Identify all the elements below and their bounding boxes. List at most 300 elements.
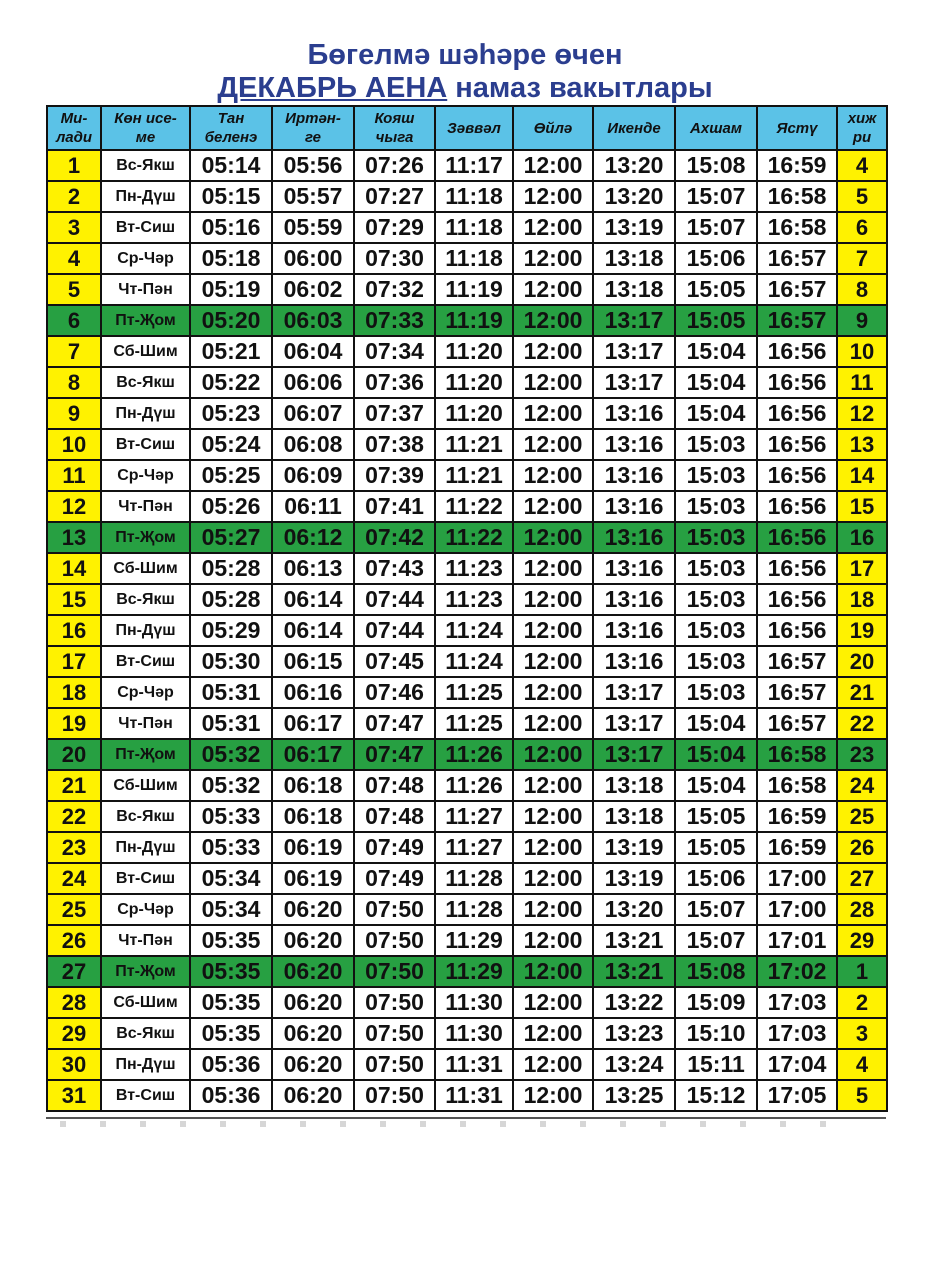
table-row xyxy=(47,863,887,894)
cell-hijri: 2 xyxy=(837,987,887,1018)
cell-hijri: 10 xyxy=(837,336,887,367)
cell-koyash-chyga: 07:34 xyxy=(354,336,435,367)
cell-ikende: 13:23 xyxy=(593,1018,675,1049)
cell-day-name: Вт-Сиш xyxy=(101,212,190,243)
cell-ikende: 13:19 xyxy=(593,863,675,894)
cell-ikende: 13:18 xyxy=(593,243,675,274)
cell-zevvel: 11:25 xyxy=(435,708,513,739)
cell-miladi: 22 xyxy=(47,801,101,832)
cell-irtenge: 06:20 xyxy=(272,894,354,925)
cell-ikende: 13:20 xyxy=(593,150,675,181)
cell-tan-belene: 05:36 xyxy=(190,1080,272,1111)
cell-hijri: 26 xyxy=(837,832,887,863)
cell-irtenge: 06:04 xyxy=(272,336,354,367)
cell-zevvel: 11:30 xyxy=(435,987,513,1018)
cell-koyash-chyga: 07:49 xyxy=(354,832,435,863)
cell-akhsham: 15:09 xyxy=(675,987,757,1018)
cell-irtenge: 06:07 xyxy=(272,398,354,429)
table-row xyxy=(47,212,887,243)
cell-zevvel: 11:28 xyxy=(435,894,513,925)
cell-irtenge: 06:20 xyxy=(272,1018,354,1049)
cell-tan-belene: 05:30 xyxy=(190,646,272,677)
cell-day-name: Пт-Җом xyxy=(101,305,190,336)
cell-oyle: 12:00 xyxy=(513,739,593,770)
cell-day-name: Пт-Җом xyxy=(101,956,190,987)
cell-zevvel: 11:31 xyxy=(435,1080,513,1111)
cell-hijri: 1 xyxy=(837,956,887,987)
cell-yastu: 16:56 xyxy=(757,522,837,553)
cell-miladi: 29 xyxy=(47,1018,101,1049)
cell-irtenge: 06:06 xyxy=(272,367,354,398)
column-header-tan-belene: Тан беленэ xyxy=(190,106,272,150)
cell-koyash-chyga: 07:26 xyxy=(354,150,435,181)
cell-oyle: 12:00 xyxy=(513,243,593,274)
cell-day-name: Вс-Якш xyxy=(101,1018,190,1049)
cell-irtenge: 06:08 xyxy=(272,429,354,460)
cell-miladi: 10 xyxy=(47,429,101,460)
cell-oyle: 12:00 xyxy=(513,1018,593,1049)
cell-day-name: Пт-Җом xyxy=(101,522,190,553)
cell-irtenge: 06:15 xyxy=(272,646,354,677)
prayer-times-table xyxy=(46,105,888,1112)
table-row xyxy=(47,274,887,305)
cell-koyash-chyga: 07:50 xyxy=(354,1018,435,1049)
cell-koyash-chyga: 07:41 xyxy=(354,491,435,522)
cell-ikende: 13:21 xyxy=(593,925,675,956)
cell-hijri: 21 xyxy=(837,677,887,708)
cell-ikende: 13:17 xyxy=(593,677,675,708)
cell-irtenge: 06:17 xyxy=(272,739,354,770)
cell-hijri: 22 xyxy=(837,708,887,739)
cell-oyle: 12:00 xyxy=(513,181,593,212)
table-row xyxy=(47,832,887,863)
cell-ikende: 13:16 xyxy=(593,491,675,522)
cell-hijri: 4 xyxy=(837,1049,887,1080)
cell-tan-belene: 05:34 xyxy=(190,863,272,894)
cell-irtenge: 06:19 xyxy=(272,863,354,894)
cell-tan-belene: 05:26 xyxy=(190,491,272,522)
cell-irtenge: 05:57 xyxy=(272,181,354,212)
cell-akhsham: 15:08 xyxy=(675,956,757,987)
cell-day-name: Пн-Дүш xyxy=(101,832,190,863)
cell-zevvel: 11:17 xyxy=(435,150,513,181)
cell-oyle: 12:00 xyxy=(513,429,593,460)
cell-zevvel: 11:21 xyxy=(435,429,513,460)
cell-hijri: 23 xyxy=(837,739,887,770)
table-row xyxy=(47,1080,887,1111)
cell-irtenge: 06:11 xyxy=(272,491,354,522)
cell-miladi: 17 xyxy=(47,646,101,677)
cell-zevvel: 11:18 xyxy=(435,212,513,243)
cell-irtenge: 06:14 xyxy=(272,584,354,615)
column-header-day-name: Көн исе- ме xyxy=(101,106,190,150)
cell-oyle: 12:00 xyxy=(513,150,593,181)
cell-zevvel: 11:23 xyxy=(435,553,513,584)
cell-akhsham: 15:05 xyxy=(675,832,757,863)
cell-ikende: 13:16 xyxy=(593,615,675,646)
cell-hijri: 28 xyxy=(837,894,887,925)
cell-tan-belene: 05:28 xyxy=(190,553,272,584)
cell-miladi: 7 xyxy=(47,336,101,367)
cell-zevvel: 11:18 xyxy=(435,181,513,212)
cell-yastu: 17:05 xyxy=(757,1080,837,1111)
cell-koyash-chyga: 07:44 xyxy=(354,584,435,615)
cell-hijri: 5 xyxy=(837,1080,887,1111)
cell-zevvel: 11:20 xyxy=(435,336,513,367)
cell-ikende: 13:19 xyxy=(593,212,675,243)
cell-akhsham: 15:10 xyxy=(675,1018,757,1049)
cell-irtenge: 06:20 xyxy=(272,1080,354,1111)
cell-oyle: 12:00 xyxy=(513,212,593,243)
cell-yastu: 16:58 xyxy=(757,212,837,243)
cell-day-name: Пн-Дүш xyxy=(101,615,190,646)
cell-ikende: 13:18 xyxy=(593,801,675,832)
cell-yastu: 16:59 xyxy=(757,832,837,863)
cell-tan-belene: 05:22 xyxy=(190,367,272,398)
column-header-oyle: Өйлә xyxy=(513,106,593,150)
cell-yastu: 16:57 xyxy=(757,646,837,677)
cell-miladi: 6 xyxy=(47,305,101,336)
cell-day-name: Вт-Сиш xyxy=(101,646,190,677)
cell-yastu: 16:56 xyxy=(757,491,837,522)
cell-yastu: 17:02 xyxy=(757,956,837,987)
table-row xyxy=(47,181,887,212)
cell-oyle: 12:00 xyxy=(513,305,593,336)
cell-koyash-chyga: 07:33 xyxy=(354,305,435,336)
cell-miladi: 13 xyxy=(47,522,101,553)
cell-ikende: 13:20 xyxy=(593,894,675,925)
cell-miladi: 21 xyxy=(47,770,101,801)
cell-tan-belene: 05:36 xyxy=(190,1049,272,1080)
column-header-yastu: Ястү xyxy=(757,106,837,150)
cell-hijri: 24 xyxy=(837,770,887,801)
title-month: ДЕКАБРЬ АЕНА xyxy=(217,72,448,104)
column-header-miladi: Ми- лади xyxy=(47,106,101,150)
cell-irtenge: 06:13 xyxy=(272,553,354,584)
cell-koyash-chyga: 07:36 xyxy=(354,367,435,398)
cell-hijri: 19 xyxy=(837,615,887,646)
cell-miladi: 18 xyxy=(47,677,101,708)
cell-oyle: 12:00 xyxy=(513,863,593,894)
cell-tan-belene: 05:19 xyxy=(190,274,272,305)
cell-oyle: 12:00 xyxy=(513,615,593,646)
cell-tan-belene: 05:15 xyxy=(190,181,272,212)
cell-zevvel: 11:28 xyxy=(435,863,513,894)
cell-tan-belene: 05:34 xyxy=(190,894,272,925)
cell-oyle: 12:00 xyxy=(513,987,593,1018)
cell-koyash-chyga: 07:30 xyxy=(354,243,435,274)
cell-yastu: 16:56 xyxy=(757,336,837,367)
cell-day-name: Ср-Чәр xyxy=(101,243,190,274)
table-row xyxy=(47,708,887,739)
cell-zevvel: 11:20 xyxy=(435,367,513,398)
cell-oyle: 12:00 xyxy=(513,708,593,739)
cell-koyash-chyga: 07:37 xyxy=(354,398,435,429)
cell-akhsham: 15:04 xyxy=(675,398,757,429)
cell-hijri: 3 xyxy=(837,1018,887,1049)
cell-miladi: 4 xyxy=(47,243,101,274)
cell-irtenge: 06:20 xyxy=(272,987,354,1018)
cell-day-name: Сб-Шим xyxy=(101,336,190,367)
cell-akhsham: 15:03 xyxy=(675,460,757,491)
table-row xyxy=(47,956,887,987)
cell-koyash-chyga: 07:50 xyxy=(354,925,435,956)
cell-oyle: 12:00 xyxy=(513,770,593,801)
cell-akhsham: 15:06 xyxy=(675,243,757,274)
cell-hijri: 8 xyxy=(837,274,887,305)
cell-yastu: 16:58 xyxy=(757,181,837,212)
cell-koyash-chyga: 07:47 xyxy=(354,708,435,739)
cell-tan-belene: 05:31 xyxy=(190,708,272,739)
cell-miladi: 8 xyxy=(47,367,101,398)
cell-tan-belene: 05:24 xyxy=(190,429,272,460)
cell-ikende: 13:16 xyxy=(593,429,675,460)
cell-akhsham: 15:03 xyxy=(675,553,757,584)
cell-zevvel: 11:21 xyxy=(435,460,513,491)
table-row xyxy=(47,522,887,553)
cell-day-name: Чт-Пән xyxy=(101,708,190,739)
cell-day-name: Сб-Шим xyxy=(101,770,190,801)
cell-miladi: 9 xyxy=(47,398,101,429)
cell-oyle: 12:00 xyxy=(513,336,593,367)
cell-yastu: 17:01 xyxy=(757,925,837,956)
cell-tan-belene: 05:33 xyxy=(190,832,272,863)
cell-koyash-chyga: 07:50 xyxy=(354,1049,435,1080)
cell-miladi: 19 xyxy=(47,708,101,739)
cell-hijri: 4 xyxy=(837,150,887,181)
column-header-akhsham: Ахшам xyxy=(675,106,757,150)
cell-yastu: 16:58 xyxy=(757,739,837,770)
table-row xyxy=(47,491,887,522)
cell-koyash-chyga: 07:46 xyxy=(354,677,435,708)
cell-ikende: 13:19 xyxy=(593,832,675,863)
cell-ikende: 13:16 xyxy=(593,584,675,615)
table-body xyxy=(47,150,887,1111)
cell-ikende: 13:17 xyxy=(593,708,675,739)
cell-akhsham: 15:04 xyxy=(675,770,757,801)
cell-hijri: 29 xyxy=(837,925,887,956)
footer-divider xyxy=(46,1117,886,1119)
cell-tan-belene: 05:21 xyxy=(190,336,272,367)
column-header-hijri: хиж ри xyxy=(837,106,887,150)
cell-zevvel: 11:24 xyxy=(435,646,513,677)
cell-ikende: 13:16 xyxy=(593,460,675,491)
cell-miladi: 20 xyxy=(47,739,101,770)
cell-tan-belene: 05:18 xyxy=(190,243,272,274)
cell-zevvel: 11:19 xyxy=(435,274,513,305)
cell-ikende: 13:17 xyxy=(593,305,675,336)
cell-miladi: 15 xyxy=(47,584,101,615)
cell-day-name: Вс-Якш xyxy=(101,150,190,181)
cell-tan-belene: 05:32 xyxy=(190,770,272,801)
cell-akhsham: 15:03 xyxy=(675,491,757,522)
cell-hijri: 9 xyxy=(837,305,887,336)
cell-zevvel: 11:29 xyxy=(435,925,513,956)
cell-oyle: 12:00 xyxy=(513,925,593,956)
cell-tan-belene: 05:35 xyxy=(190,956,272,987)
cell-tan-belene: 05:35 xyxy=(190,1018,272,1049)
cell-akhsham: 15:07 xyxy=(675,181,757,212)
cell-akhsham: 15:05 xyxy=(675,305,757,336)
cell-ikende: 13:25 xyxy=(593,1080,675,1111)
cell-akhsham: 15:11 xyxy=(675,1049,757,1080)
cell-tan-belene: 05:16 xyxy=(190,212,272,243)
cell-zevvel: 11:25 xyxy=(435,677,513,708)
cell-akhsham: 15:04 xyxy=(675,708,757,739)
table-row xyxy=(47,1018,887,1049)
cell-akhsham: 15:05 xyxy=(675,801,757,832)
cell-day-name: Пн-Дүш xyxy=(101,181,190,212)
cell-day-name: Чт-Пән xyxy=(101,491,190,522)
cell-irtenge: 06:18 xyxy=(272,770,354,801)
cell-miladi: 11 xyxy=(47,460,101,491)
cell-miladi: 5 xyxy=(47,274,101,305)
table-row xyxy=(47,367,887,398)
cell-koyash-chyga: 07:50 xyxy=(354,987,435,1018)
column-header-zevvel: Зәввәл xyxy=(435,106,513,150)
cell-zevvel: 11:27 xyxy=(435,832,513,863)
cell-koyash-chyga: 07:49 xyxy=(354,863,435,894)
cell-akhsham: 15:08 xyxy=(675,150,757,181)
cell-zevvel: 11:26 xyxy=(435,770,513,801)
cell-akhsham: 15:07 xyxy=(675,925,757,956)
table-row xyxy=(47,553,887,584)
cell-miladi: 30 xyxy=(47,1049,101,1080)
cell-hijri: 27 xyxy=(837,863,887,894)
cell-day-name: Пн-Дүш xyxy=(101,1049,190,1080)
cell-miladi: 26 xyxy=(47,925,101,956)
cell-koyash-chyga: 07:42 xyxy=(354,522,435,553)
cell-yastu: 16:56 xyxy=(757,429,837,460)
cell-oyle: 12:00 xyxy=(513,367,593,398)
cell-ikende: 13:22 xyxy=(593,987,675,1018)
cell-koyash-chyga: 07:48 xyxy=(354,770,435,801)
table-row xyxy=(47,336,887,367)
cell-miladi: 27 xyxy=(47,956,101,987)
footer-faint-marks xyxy=(60,1121,860,1127)
cell-oyle: 12:00 xyxy=(513,1049,593,1080)
cell-irtenge: 06:17 xyxy=(272,708,354,739)
cell-ikende: 13:16 xyxy=(593,553,675,584)
cell-yastu: 16:56 xyxy=(757,460,837,491)
cell-tan-belene: 05:14 xyxy=(190,150,272,181)
cell-irtenge: 06:12 xyxy=(272,522,354,553)
cell-oyle: 12:00 xyxy=(513,1080,593,1111)
cell-oyle: 12:00 xyxy=(513,491,593,522)
cell-oyle: 12:00 xyxy=(513,553,593,584)
cell-oyle: 12:00 xyxy=(513,460,593,491)
table-row xyxy=(47,584,887,615)
cell-miladi: 1 xyxy=(47,150,101,181)
table-row xyxy=(47,894,887,925)
cell-miladi: 31 xyxy=(47,1080,101,1111)
cell-ikende: 13:16 xyxy=(593,522,675,553)
cell-zevvel: 11:22 xyxy=(435,522,513,553)
cell-oyle: 12:00 xyxy=(513,801,593,832)
cell-tan-belene: 05:32 xyxy=(190,739,272,770)
cell-ikende: 13:16 xyxy=(593,398,675,429)
cell-irtenge: 06:02 xyxy=(272,274,354,305)
cell-hijri: 18 xyxy=(837,584,887,615)
cell-koyash-chyga: 07:50 xyxy=(354,894,435,925)
column-header-koyash-chyga: Кояш чыга xyxy=(354,106,435,150)
cell-ikende: 13:17 xyxy=(593,367,675,398)
cell-day-name: Сб-Шим xyxy=(101,987,190,1018)
cell-irtenge: 06:14 xyxy=(272,615,354,646)
cell-ikende: 13:20 xyxy=(593,181,675,212)
cell-oyle: 12:00 xyxy=(513,522,593,553)
cell-day-name: Вт-Сиш xyxy=(101,1080,190,1111)
table-row xyxy=(47,677,887,708)
cell-hijri: 12 xyxy=(837,398,887,429)
cell-day-name: Ср-Чәр xyxy=(101,894,190,925)
cell-yastu: 16:57 xyxy=(757,243,837,274)
cell-yastu: 16:56 xyxy=(757,398,837,429)
cell-hijri: 11 xyxy=(837,367,887,398)
cell-ikende: 13:24 xyxy=(593,1049,675,1080)
cell-ikende: 13:21 xyxy=(593,956,675,987)
cell-hijri: 25 xyxy=(837,801,887,832)
cell-zevvel: 11:27 xyxy=(435,801,513,832)
page-title-line2 xyxy=(0,73,930,104)
cell-irtenge: 06:00 xyxy=(272,243,354,274)
cell-hijri: 5 xyxy=(837,181,887,212)
cell-day-name: Чт-Пән xyxy=(101,274,190,305)
cell-irtenge: 06:03 xyxy=(272,305,354,336)
cell-irtenge: 06:18 xyxy=(272,801,354,832)
table-row xyxy=(47,925,887,956)
cell-akhsham: 15:03 xyxy=(675,677,757,708)
table-row xyxy=(47,150,887,181)
cell-miladi: 25 xyxy=(47,894,101,925)
table-row xyxy=(47,460,887,491)
cell-oyle: 12:00 xyxy=(513,956,593,987)
cell-yastu: 16:57 xyxy=(757,274,837,305)
table-row xyxy=(47,398,887,429)
cell-miladi: 14 xyxy=(47,553,101,584)
cell-akhsham: 15:03 xyxy=(675,615,757,646)
cell-day-name: Пт-Җом xyxy=(101,739,190,770)
cell-tan-belene: 05:35 xyxy=(190,925,272,956)
cell-ikende: 13:16 xyxy=(593,646,675,677)
cell-akhsham: 15:03 xyxy=(675,522,757,553)
title-rest: намаз вакытлары xyxy=(447,72,713,104)
cell-yastu: 17:03 xyxy=(757,1018,837,1049)
cell-miladi: 23 xyxy=(47,832,101,863)
cell-day-name: Вт-Сиш xyxy=(101,429,190,460)
table-row xyxy=(47,305,887,336)
column-header-irtenge: Иртән- ге xyxy=(272,106,354,150)
cell-ikende: 13:18 xyxy=(593,770,675,801)
cell-zevvel: 11:30 xyxy=(435,1018,513,1049)
cell-zevvel: 11:24 xyxy=(435,615,513,646)
cell-day-name: Сб-Шим xyxy=(101,553,190,584)
cell-zevvel: 11:22 xyxy=(435,491,513,522)
cell-yastu: 17:00 xyxy=(757,863,837,894)
cell-zevvel: 11:31 xyxy=(435,1049,513,1080)
cell-akhsham: 15:04 xyxy=(675,739,757,770)
cell-hijri: 16 xyxy=(837,522,887,553)
cell-day-name: Вс-Якш xyxy=(101,801,190,832)
cell-koyash-chyga: 07:43 xyxy=(354,553,435,584)
table-row xyxy=(47,1049,887,1080)
cell-oyle: 12:00 xyxy=(513,677,593,708)
cell-oyle: 12:00 xyxy=(513,274,593,305)
cell-akhsham: 15:07 xyxy=(675,212,757,243)
cell-irtenge: 05:59 xyxy=(272,212,354,243)
cell-day-name: Ср-Чәр xyxy=(101,460,190,491)
cell-zevvel: 11:23 xyxy=(435,584,513,615)
